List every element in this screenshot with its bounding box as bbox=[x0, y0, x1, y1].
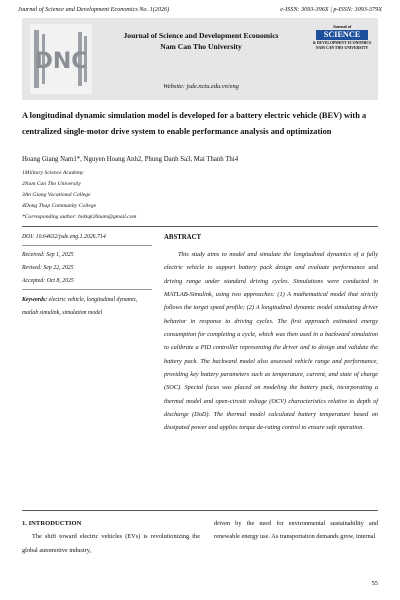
paper-title: A longitudinal dynamic simulation model is developed for a battery electric vehicle (BEV) with a centralized single-motor drive system to enable performance analysis and optimization bbox=[22, 111, 367, 136]
affiliation-2: 2Nam Can Tho University bbox=[22, 181, 81, 187]
intro-paragraph-left: The shift toward electric vehicles (EVs) is revolutionizing the global automotive industry, bbox=[22, 533, 200, 554]
journal-badge bbox=[312, 24, 372, 64]
logo-lettering: DNC bbox=[34, 49, 88, 74]
badge-top: Journal of bbox=[332, 24, 352, 29]
journal-title-line2: Nam Can Tho University bbox=[160, 42, 242, 51]
badge-science: SCIENCE bbox=[316, 30, 368, 40]
introduction-heading: 1. INTRODUCTION bbox=[22, 520, 82, 527]
affiliation-1: 1Military Science Academy bbox=[22, 170, 84, 176]
page-number: 55 bbox=[371, 580, 378, 587]
running-header bbox=[18, 6, 382, 13]
journal-website[interactable]: Website: jsde.nctu.edu.vn/eng bbox=[163, 83, 239, 90]
keywords bbox=[22, 294, 152, 319]
section-divider bbox=[22, 510, 378, 511]
university-logo bbox=[30, 24, 92, 94]
running-header-right: e-ISSN: 3093-396X | p-ISSN: 3093-379X bbox=[280, 6, 382, 13]
meta-divider bbox=[22, 245, 152, 246]
meta-divider bbox=[22, 289, 152, 290]
affiliation-4: 4Dong Thap Community College bbox=[22, 203, 97, 209]
badge-line1: & DEVELOPMENT ECONOMICS bbox=[312, 41, 372, 45]
doi[interactable]: DOI: 10.64632/jsde.eng.1.2026.714 bbox=[22, 234, 106, 240]
date-revised: Revised: Sep 22, 2025 bbox=[22, 265, 74, 271]
corresponding-author[interactable]: *Corresponding author: hvktqk26nam@gmail.com bbox=[22, 214, 137, 220]
abstract-text: This study aims to model and simulate the longitudinal dynamics of a fully electric vehicle to support battery pack design and evaluate performance and driving range under standard driving cycles. Simulations were conducted in MATLAB-Simulink, using two approaches: (1) A mathematical model that strictly follows the target speed profile; (2) A longitudinal dynamic model simulating driver behavior in response to driving cycles. The first approach estimated energy consumption for completing a cycle, which was then used in a backward simulation to calibrate a PID controller representing the driver and to design and validate the battery pack. The backward model also assessed vehicle range and performance, providing key battery parameters such as temperature, current, and state of charge (SOC). Special focus was placed on modeling the battery pack, incorporating a thermal model and open-circuit voltage (OCV) characteristics relative to depth of discharge (DoD). The thermal model calculated battery temperature based on dissipated power and applies torque de-rating control to ensure safe operation. bbox=[164, 251, 378, 432]
keywords-label: Keywords: bbox=[22, 297, 48, 303]
intro-paragraph-right: driven by the need for environmental sustainability and renewable energy use. As transportation demands grow, internal bbox=[214, 520, 378, 541]
running-header-left: Journal of Science and Development Economics No. 1(2026) bbox=[18, 6, 170, 13]
journal-title bbox=[96, 30, 306, 52]
keywords-list: electric vehicle, longitudinal dynamic, matlab simulink, simulation model bbox=[22, 297, 138, 316]
dnc-logo-icon bbox=[30, 24, 92, 94]
body-column-right bbox=[214, 517, 378, 544]
badge-line2: NAM CAN THO UNIVERSITY bbox=[315, 45, 369, 50]
abstract-heading: ABSTRACT bbox=[164, 234, 202, 241]
body-column-left bbox=[22, 514, 200, 557]
affiliation-3: 3An Giang Vocational College bbox=[22, 192, 91, 198]
section-divider bbox=[22, 226, 378, 227]
date-received: Received: Sep 1, 2025 bbox=[22, 252, 74, 258]
journal-title-line1: Journal of Science and Development Economics bbox=[123, 31, 279, 40]
date-accepted: Accepted: Oct 8, 2025 bbox=[22, 278, 74, 284]
author-list: Hoang Giang Nam1*, Nguyen Hoang Anh2, Phung Danh Sa3, Mai Thanh Thi4 bbox=[22, 156, 239, 163]
